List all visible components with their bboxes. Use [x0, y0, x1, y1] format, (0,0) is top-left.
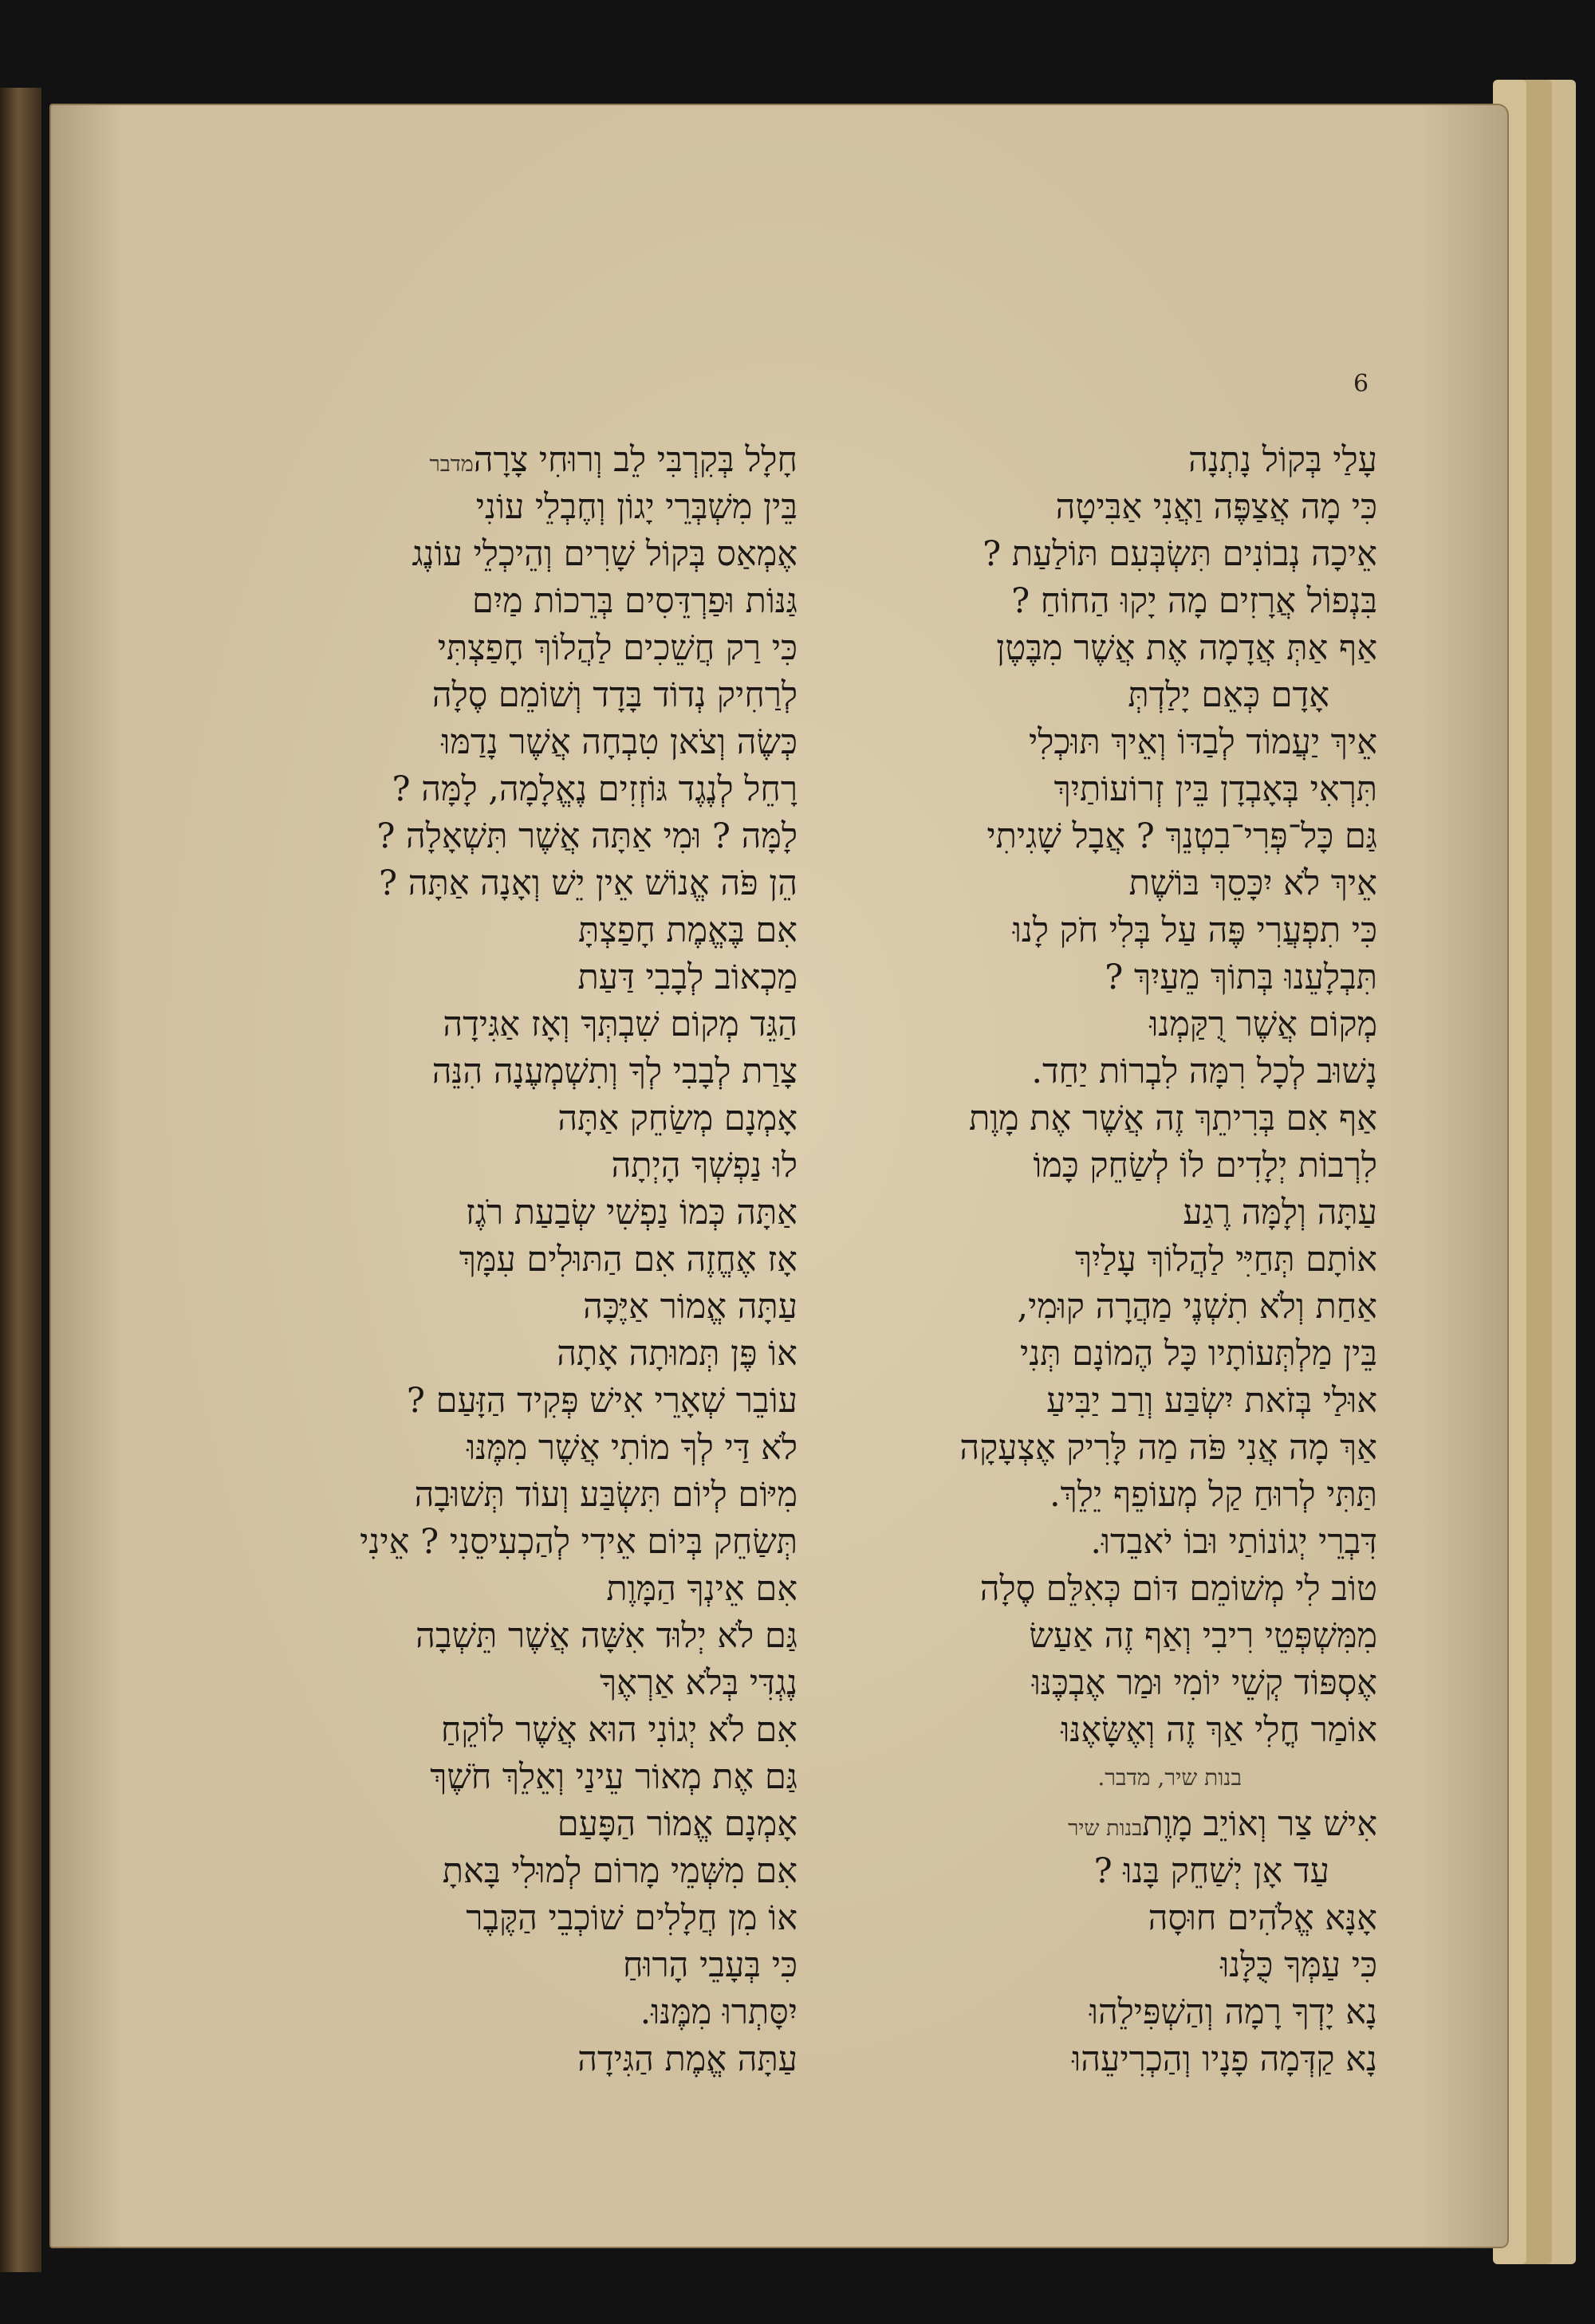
verse-line: [303, 437, 798, 484]
verse-line: אַתָּה כְּמוֹ נַפְשִׁי שְׂבַעַת רֹגֶז: [465, 1193, 798, 1233]
verse-line: אָז אֶחֱזֶה אִם הַתּוּלִים עִמָּךְ: [459, 1240, 798, 1280]
verse-line: לָמָּה ? וּמִי אַתָּה אֲשֶׁר תִּשְׁאָלָה ?: [376, 816, 798, 856]
verse-line: אַךְ מָה אֲנִי פֹּה מַה לָּרִיק אֶצְעָקָה: [959, 1428, 1377, 1468]
verse-line: נֶגְדִּי בְּלֹא אַרְאֶךָ: [600, 1663, 798, 1703]
right-column: [915, 437, 1377, 2083]
verse-line: עַתָּה אֱמֶת הַגִּידָה: [577, 2039, 798, 2079]
verse-line: אִם מִשְּׁמֵי מָרוֹם לְמוּלִי בָּאתָ: [442, 1851, 798, 1891]
verse-line: לִרְבוֹת יְלָדִים לוֹ לְשַׂחֵק כָּמוֹ: [1033, 1146, 1377, 1186]
verse-line: אוֹתָם תְּחַיִּי לַהֲלוֹךְ עָלַיִךְ: [1074, 1240, 1377, 1280]
verse-line: עוֹבֵר שְׁאָרֵי אִישׁ פְּקִיד הַזָּעַם ?: [406, 1381, 798, 1421]
verse-line: אֶסְפּוֹד קְשֵׁי יוֹמִי וּמַר אֶבְכֶּנּוּ: [1031, 1663, 1377, 1703]
verse-line: עַתָּה אֱמוֹר אַיֶּכָּה: [583, 1287, 798, 1327]
verse-line: בִּנְפוֹל אֲרָזִים מָה יָקוּ הַחוֹחַ ?: [1011, 581, 1377, 621]
verse-line: אֶמְאַס בְּקוֹל שָׁרִים וְהֵיכְלֵי עוֹנֶג: [412, 534, 798, 574]
verse-line: אוֹמַר חֳלִי אַךְ זֶה וְאֶשָּׂאֶנּוּ: [1061, 1710, 1377, 1750]
verse-line: כְּשֶׂה וְצֹאן טִבְחָה אֲשֶׁר נָדַמּוּ: [441, 722, 798, 762]
speaker-label: בנות שיר: [1068, 1816, 1143, 1841]
verse-line: נָשׁוּב לְכָל רִמָּה לִבְרוֹת יַחַד.: [1031, 1052, 1377, 1091]
verse-line: אִם אֵינְךָ הַמָּוֶת: [606, 1569, 798, 1609]
stage-direction: בנות שיר, מדבר.: [1097, 1764, 1242, 1791]
verse-line: אִם לֹא יְגוֹנִי הוּא אֲשֶׁר לוֹקֵחַ: [440, 1710, 798, 1750]
verse-line: כִּי תִפְעֲרִי פֶּה עַל בְּלִי חֹק לָנוּ: [1012, 910, 1377, 950]
verse-line: מַכְאוֹב לְבָבִי דַּעַת: [577, 958, 798, 997]
verse-line: נָא קַדְּמָה פָנָיו וְהַכְרִיעֵהוּ: [1072, 2039, 1377, 2079]
verse-line: מִמִּשְׁפְּטֵי רִיבִי וְאַף זֶה אַעַשׂ: [1029, 1616, 1377, 1656]
verse-line: גַּם כָּל־פְּרִי־בִטְנֵךְ ? אֲבָל שָׁגִיתִי: [987, 816, 1377, 856]
verse-line: הַגֵּד מְקוֹם שִׁבְתְּךָ וְאָז אַגִּידָה: [443, 1005, 798, 1044]
verse-line: אַחַת וְלֹא תִשְׁנֶי מַהֲרָה קוּמִי,: [1017, 1287, 1377, 1327]
verse-line: גַּם לֹא יְלוּד אִשָּׁה אֲשֶׁר תֵּשְׁבָה: [415, 1616, 798, 1656]
verse-line: תִּבְלָעֵנוּ בְּתוֹךְ מֵעַיִךְ ?: [1105, 958, 1377, 997]
verse-line: אִם בֶּאֱמֶת חָפַצְתָּ: [578, 910, 798, 950]
verse-line: תִּרְאִי בְּאָבְדָן בֵּין זְרוֹעוֹתַיִךְ: [1053, 769, 1377, 809]
verse-line: [915, 1801, 1377, 1848]
verse-line: בֵּין מַלְתְּעוֹתָיו כָּל הֶמוֹנָם תְּנִי: [1020, 1334, 1377, 1374]
verse-line: עָלַי בְּקוֹל נָתְנָה: [1188, 440, 1377, 480]
verse-line: טוֹב לִי מְשׁוֹמֵם דּוֹם כְּאִלֵּם סֶלָה: [979, 1569, 1377, 1609]
verse-line: אַף אַתְּ אֲדָמָה אֶת אֲשֶׁר מִבֶּטֶן: [996, 628, 1377, 668]
verse-line: אֵיכָה נְבוֹנִים תִּשְׂבְּעִם תּוֹלַעַת ?: [983, 534, 1377, 574]
book-binding: [0, 88, 41, 2272]
verse-line: אוֹ פֶּן תְּמוּתָה אָתָה: [557, 1334, 798, 1374]
verse-line: כִּי בְּעָבֵי הָרוּחַ: [623, 1945, 798, 1985]
verse-line: בֵּין מִשְׁבְּרֵי יָגוֹן וְחֶבְלֵי עוֹנִי: [475, 487, 798, 527]
verse-line: אַף אִם בְּרִיתֵךְ זֶה אֲשֶׁר אֶת מָוֶת: [968, 1099, 1377, 1138]
verse-line: כִּי עַמְּךָ כֻּלָּנוּ: [1220, 1945, 1377, 1985]
verse-line: מְקוֹם אֲשֶׁר רֻקַּמְנוּ: [1149, 1005, 1377, 1044]
verse-line: מִיּוֹם לְיוֹם תִּשְׂבַּע וְעוֹד תְּשׁוּבָה: [414, 1475, 798, 1515]
verse-line: אָמְנָם אֱמוֹר הַפָּעַם: [557, 1804, 798, 1844]
verse-line: עַתָּה וְלָמָּה רֶגַע: [1183, 1193, 1377, 1233]
verse-line: אֵיךְ לֹא יִכָּסֵךְ בּוֹשֶׁת: [1128, 863, 1377, 903]
verse-line: עַד אָן יְשַׁחֵק בָּנוּ ?: [1093, 1851, 1329, 1891]
verse-line: לֹא דַּי לְךָ מוֹתִי אֲשֶׁר מִמֶּנּוּ: [467, 1428, 798, 1468]
page-number: 6: [1353, 370, 1369, 398]
verse-line: צָרַת לְבָבִי לְךָ וְתִשְׁמְעֶנָה הִנֵּה: [431, 1052, 798, 1091]
speaker-label: מדבר: [429, 452, 474, 477]
verse-line: אוֹ מִן חֲלָלִים שׁוֹכְבֵי הַקֶּבֶר: [466, 1898, 798, 1938]
verse-line: גַּנּוֹת וּפַרְדֵּסִים בְּרֵכוֹת מַיִם: [472, 581, 798, 621]
verse-line: אוּלַי בְּזֹאת יִשְׂבַּע וְרַב יַבִּיעַ: [1046, 1381, 1377, 1421]
verse-line: תְּשַׂחֵק בְּיוֹם אֵידִי לְהַכְעִיסֵנִי ? אֵינִי: [360, 1522, 798, 1562]
verse-line: רָחֵל לְנֶגֶד גּוֹזְזִים נֶאֱלָמָה, לָמָּה ?: [392, 769, 798, 809]
verse-line: אָדָם כְּאֵם יָלַדְתְּ: [1128, 675, 1329, 715]
verse-text: אִישׁ צַר וְאוֹיֵב מָוֶת: [1142, 1804, 1377, 1844]
verse-text: חָלָל בְּקִרְבִּי לֵב וְרוּחִי צָרָה: [473, 440, 798, 480]
verse-line: אָנָּא אֱלֹהִים חוּסָה: [1148, 1898, 1377, 1938]
verse-line: דִּבְרֵי יְגוֹנוֹתַי וּבוֹ יֹאבֵדוּ.: [1090, 1522, 1377, 1562]
verse-line: יִסָּתְרוּ מִמֶּנּוּ.: [640, 1992, 798, 2032]
verse-line: לְרַחִיק נְדוֹד בָּדָד וְשׁוֹמֵם סֶלָה: [431, 675, 798, 715]
verse-line: אָמְנָם מְשַׂחֵק אַתָּה: [557, 1099, 798, 1138]
verse-line: אֵיךְ יַעֲמוֹד לְבַדּוֹ וְאֵיךְ תּוּכְלִי: [1028, 722, 1377, 762]
verse-line: הֵן פֹּה אֱנוֹשׁ אֵין יֵשׁ וְאָנָה אַתָּה ?: [379, 863, 798, 903]
left-column: [303, 437, 798, 2083]
verse-line: כִּי מָה אֲצַפֶּה וַאֲנִי אַבִּיטָה: [1055, 487, 1377, 527]
verse-line: תַּתִּי לְרוּחַ קַל מְעוֹפֵף יֵלֵךְ.: [1049, 1475, 1377, 1515]
verse-line: כִּי רַק חֲשֵׁכִים לַהֲלוֹךְ חָפַצְתִּי: [437, 628, 798, 668]
verse-line: לוּ נַפְשְׁךָ הָיְתָה: [611, 1146, 798, 1186]
verse-line: נָא יָדְךָ רָמָה וְהַשְׁפִּילֵהוּ: [1089, 1992, 1377, 2032]
book-page: [49, 104, 1509, 2248]
verse-line: גַּם אֶת מְאוֹר עֵינַי וְאֵלֵךְ חֹשֶׁךְ: [430, 1757, 798, 1797]
